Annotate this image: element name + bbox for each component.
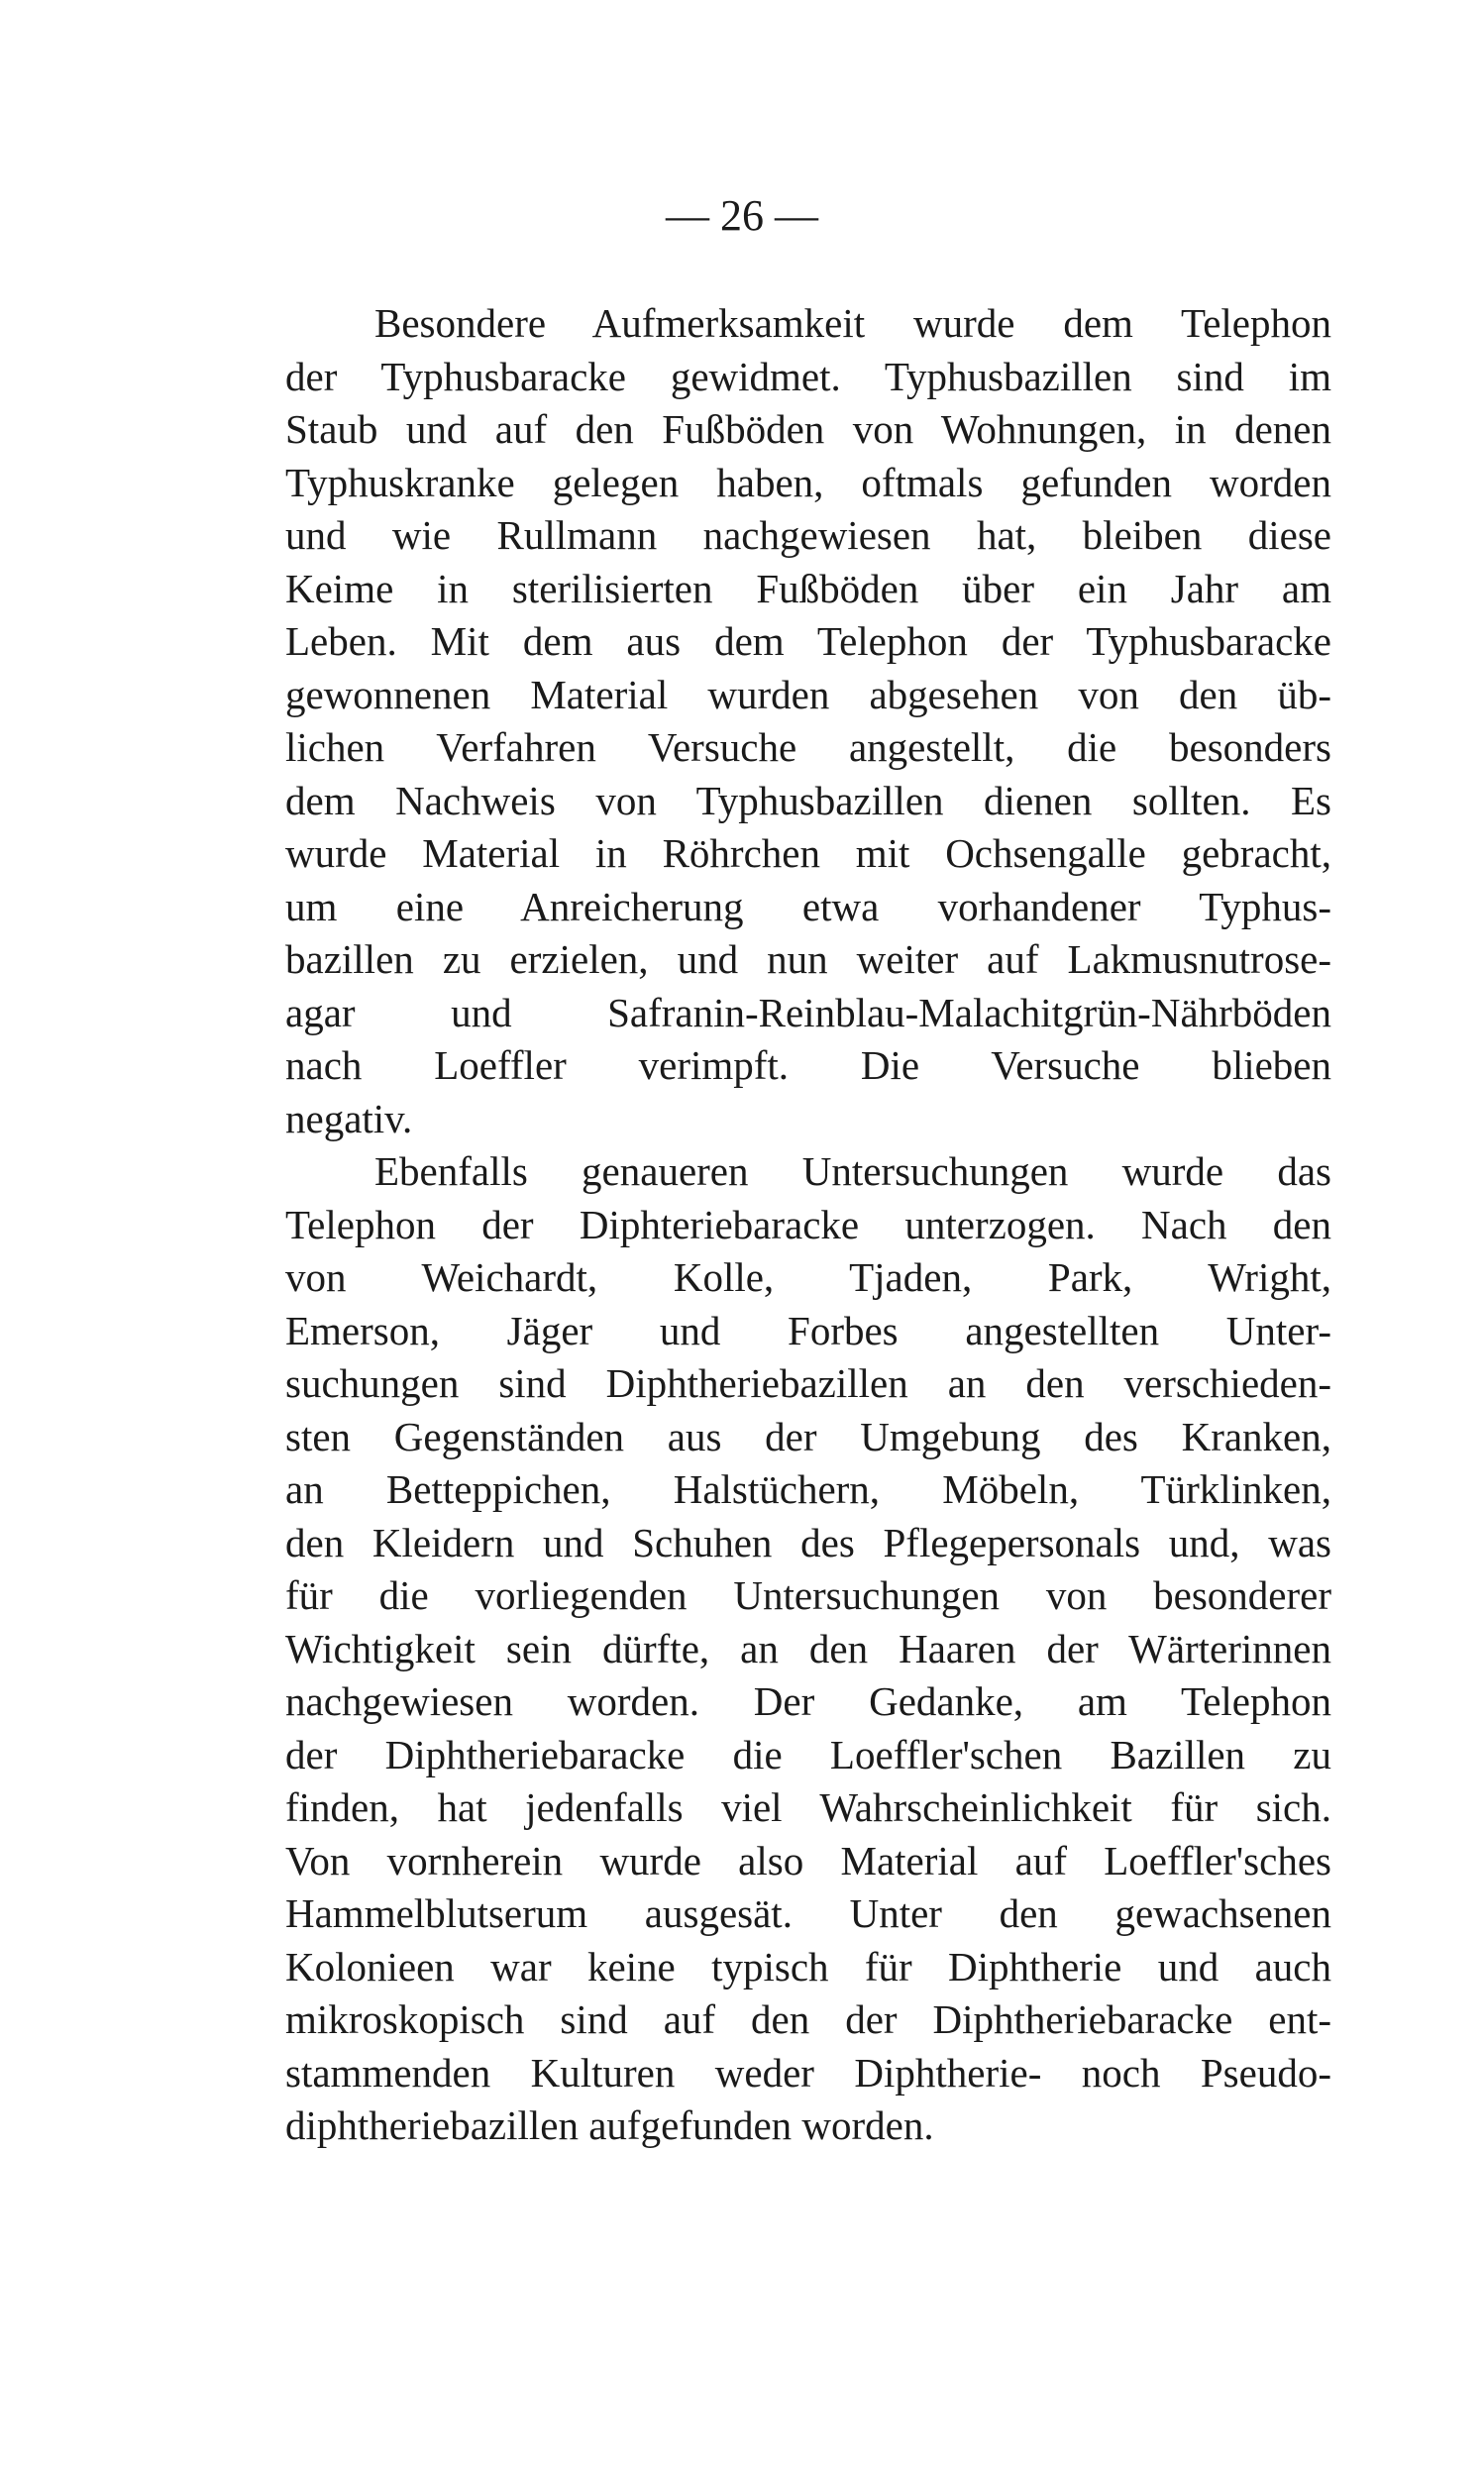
text-line: Staub und auf den Fußböden von Wohnungen, in denen [285, 406, 1331, 452]
text-line: Besondere Aufmerksamkeit wurde dem Telephon [374, 300, 1331, 346]
text-line: nachgewiesen worden. Der Gedanke, am Telephon [285, 1678, 1331, 1724]
text-line: finden, hat jedenfalls viel Wahrscheinlichkeit für sich. [285, 1784, 1331, 1830]
text-line: Leben. Mit dem aus dem Telephon der Typhusbaracke [285, 618, 1331, 664]
text-line: wurde Material in Röhrchen mit Ochsengalle gebracht, [285, 830, 1331, 876]
text-line: sten Gegenständen aus der Umgebung des Kranken, [285, 1413, 1331, 1459]
text-line: und wie Rullmann nachgewiesen hat, bleiben diese [285, 512, 1331, 558]
body-text [285, 297, 1331, 2153]
text-line: Kolonieen war keine typisch für Diphtherie und auch [285, 1943, 1331, 1990]
text-line: Typhuskranke gelegen haben, oftmals gefunden worden [285, 459, 1331, 505]
page-number: — 26 — [666, 191, 818, 240]
text-line: gewonnenen Material wurden abgesehen von den üb- [285, 671, 1331, 717]
text-line: Von vornherein wurde also Material auf Loeffler'sches [285, 1837, 1331, 1883]
text-line: agar und Safranin-Reinblau-Malachitgrün-Nährböden [285, 989, 1331, 1035]
text-line: Telephon der Diphteriebaracke unterzogen. Nach den [285, 1201, 1331, 1247]
text-line: Ebenfalls genaueren Untersuchungen wurde das [374, 1148, 1331, 1194]
text-line: lichen Verfahren Versuche angestellt, die besonders [285, 724, 1331, 770]
text-line: von Weichardt, Kolle, Tjaden, Park, Wright, [285, 1254, 1331, 1300]
text-line: Wichtigkeit sein dürfte, an den Haaren der Wärterinnen [285, 1625, 1331, 1671]
text-line: nach Loeffler verimpft. Die Versuche blieben [285, 1042, 1331, 1088]
text-line: suchungen sind Diphtheriebazillen an den verschieden- [285, 1360, 1331, 1406]
text-line: der Typhusbaracke gewidmet. Typhusbazillen sind im [285, 353, 1331, 399]
text-line: um eine Anreicherung etwa vorhandener Typhus- [285, 883, 1331, 929]
text-line: Keime in sterilisierten Fußböden über ein Jahr am [285, 565, 1331, 611]
text-line: bazillen zu erzielen, und nun weiter auf Lakmusnutrose- [285, 936, 1331, 982]
text-line: für die vorliegenden Untersuchungen von besonderer [285, 1572, 1331, 1618]
text-line: dem Nachweis von Typhusbazillen dienen sollten. Es [285, 777, 1331, 823]
text-line: der Diphtheriebaracke die Loeffler'schen Bazillen zu [285, 1731, 1331, 1777]
text-line: Hammelblutserum ausgesät. Unter den gewachsenen [285, 1890, 1331, 1936]
text-line: negativ. [285, 1095, 413, 1141]
text-line: mikroskopisch sind auf den der Diphtheriebaracke ent- [285, 1996, 1331, 2042]
text-line: den Kleidern und Schuhen des Pflegepersonals und, was [285, 1519, 1331, 1565]
text-line: an Betteppichen, Halstüchern, Möbeln, Türklinken, [285, 1466, 1331, 1512]
text-line: Emerson, Jäger und Forbes angestellten Unter- [285, 1307, 1331, 1353]
text-line: stammenden Kulturen weder Diphtherie- noch Pseudo- [285, 2049, 1331, 2096]
paragraph-2 [285, 1145, 1331, 2153]
paragraph-1 [285, 297, 1331, 1145]
text-line: diphtheriebazillen aufgefunden worden. [285, 2102, 934, 2148]
